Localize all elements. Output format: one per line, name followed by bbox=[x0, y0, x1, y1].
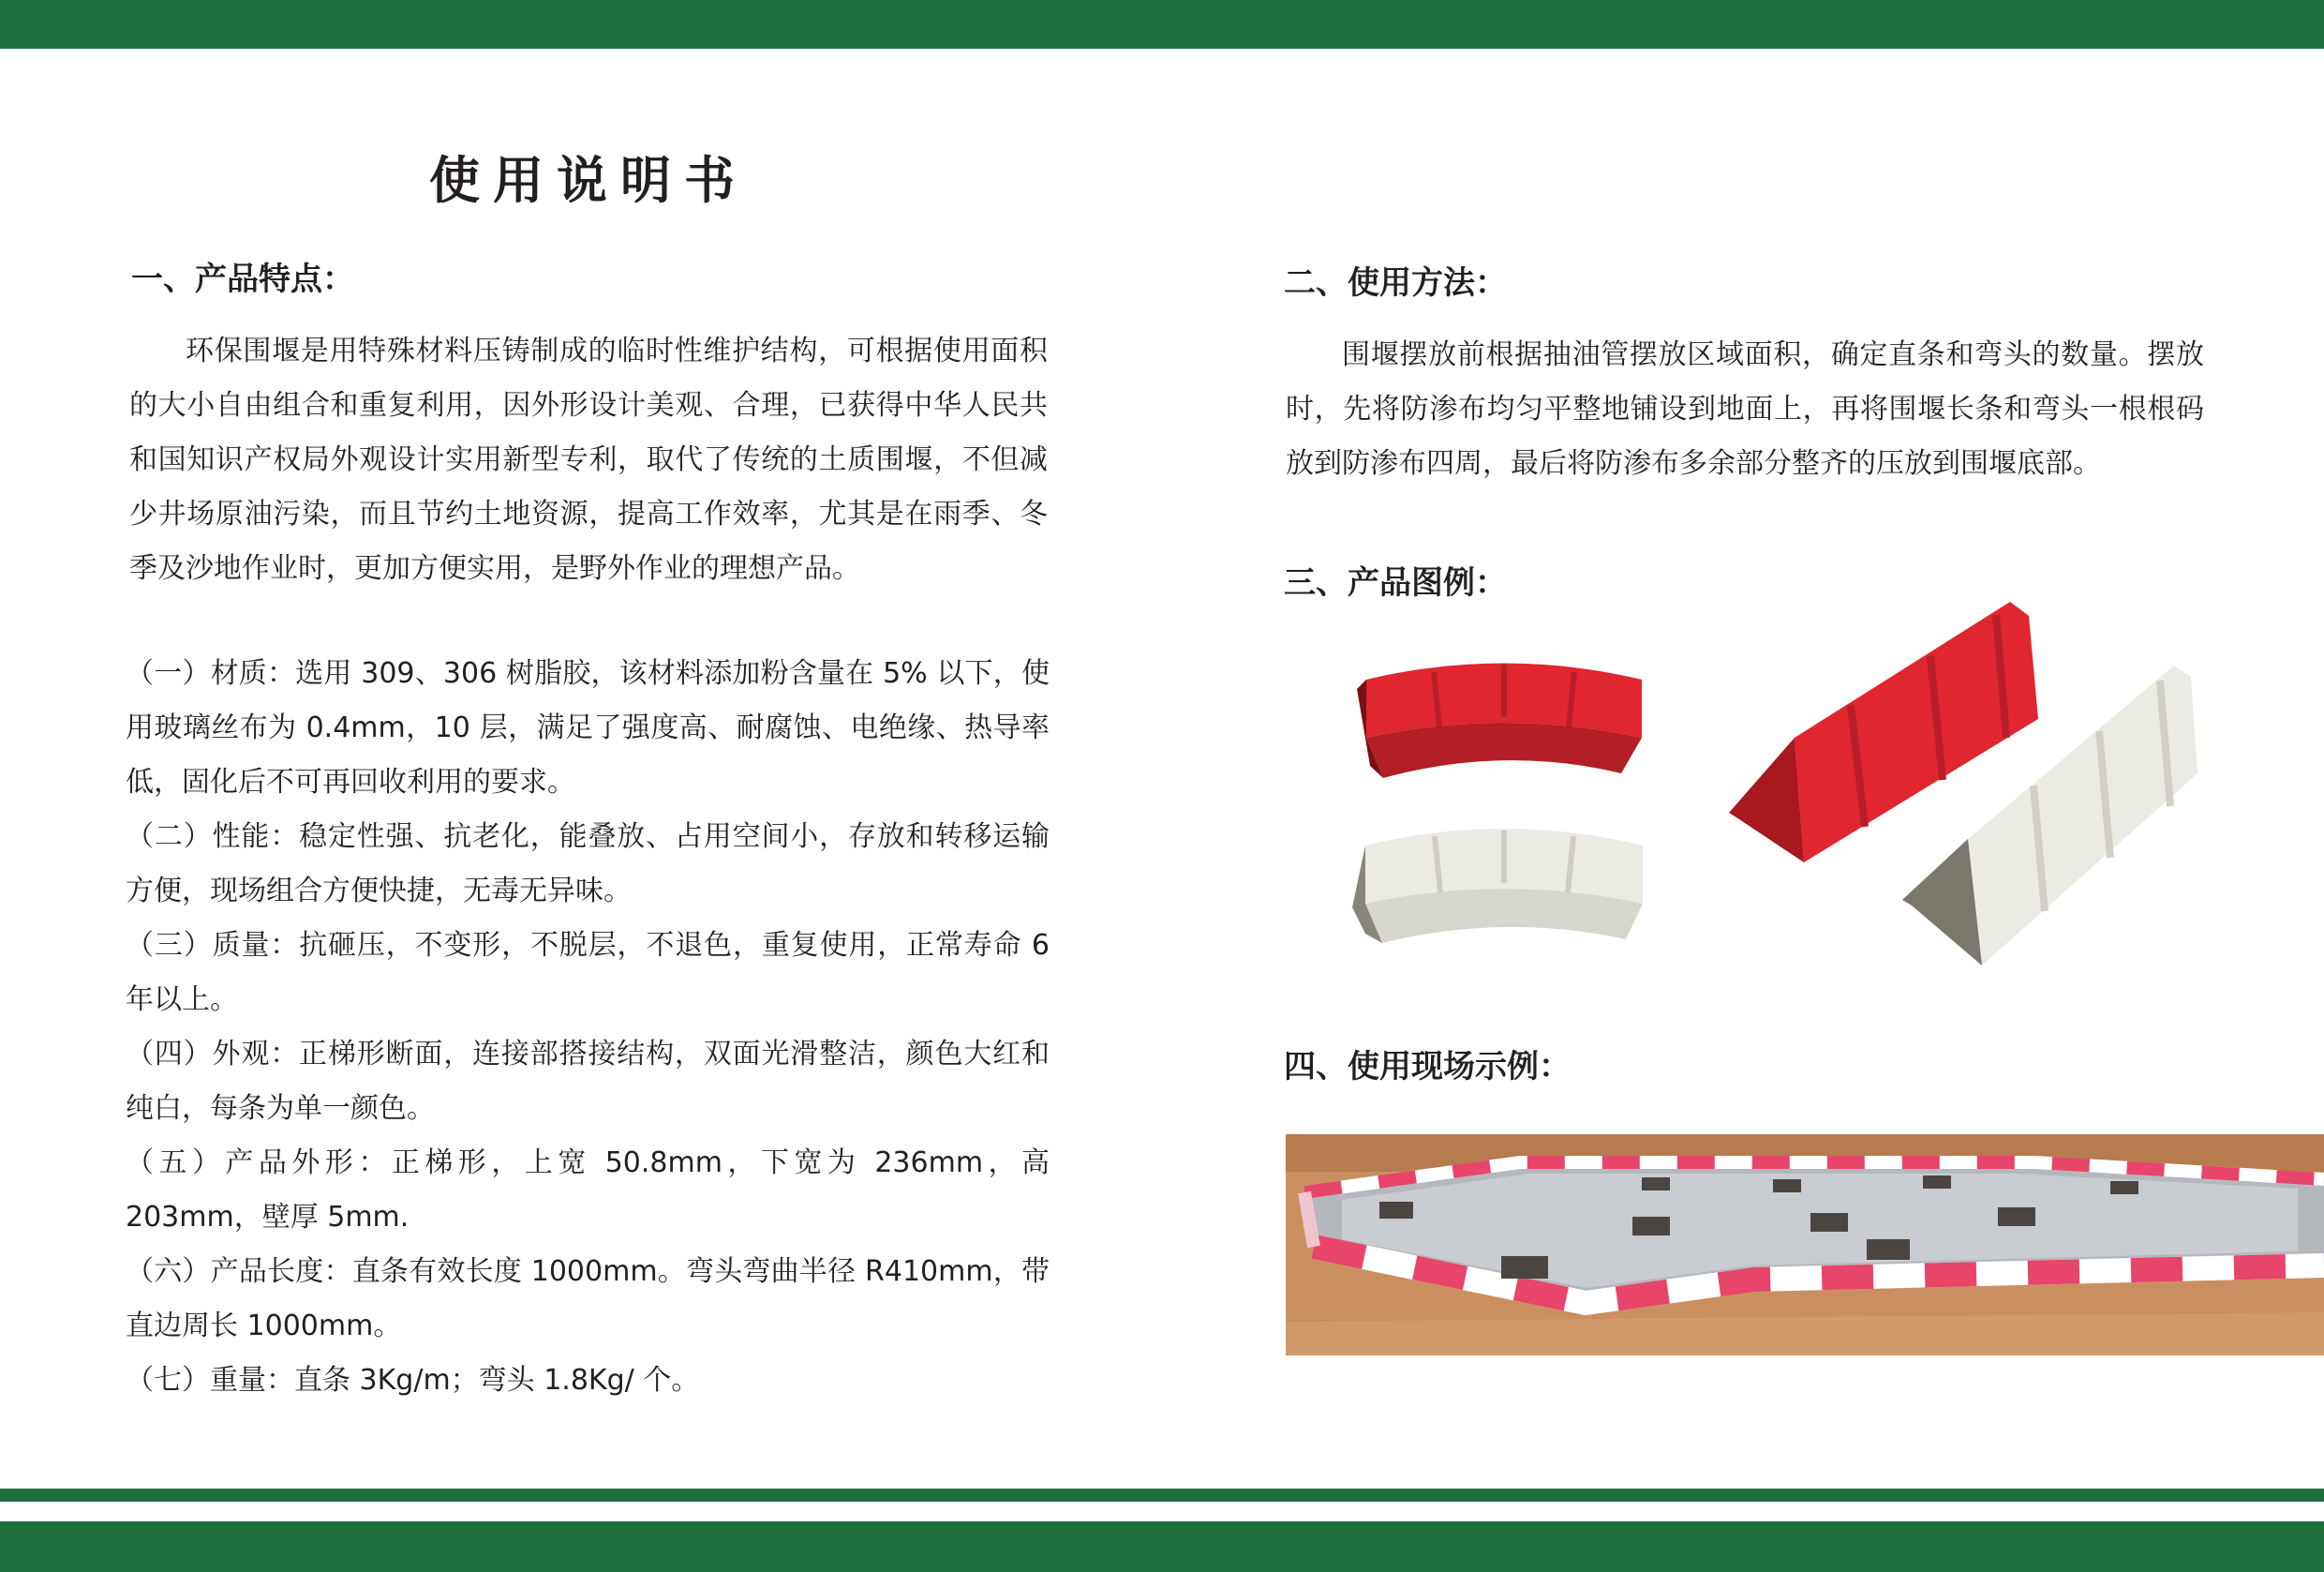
white-curved-segment-picture bbox=[1345, 816, 1663, 947]
spec-list bbox=[126, 647, 1050, 1408]
bottom-green-stripe bbox=[0, 1489, 2324, 1502]
spec-item-appearance: （四）外观：正梯形断面，连接部搭接结构，双面光滑整洁，颜色大红和纯白，每条为单一颜色。 bbox=[126, 1038, 1050, 1125]
features-intro-paragraph: 环保围堰是用特殊材料压铸制成的临时性维护结构，可根据使用面积的大小自由组合和重复利用，因外形设计美观、合理，已获得中华人民共和国知识产权局外观设计实用新型专利，取代了传统的土质围堰，不但减少井场原油污染，而且节约土地资源，提高工作效率，尤其是在雨季、冬季及沙地作业时，更加方便实用，是野外作业的理想产品。 bbox=[129, 335, 1048, 585]
section-heading-product-illustrations: 三、产品图例： bbox=[1284, 564, 1507, 602]
white-straight-segment-picture bbox=[1902, 666, 2197, 966]
usage-site-photo bbox=[1286, 1134, 2324, 1355]
usage-method-paragraph: 围堰摆放前根据抽油管摆放区域面积，确定直条和弯头的数量。摆放时，先将防渗布均匀平整地铺设到地面上，再将围堰长条和弯头一根根码放到防渗布四周，最后将防渗布多余部分整齐的压放到围堰底部。 bbox=[1286, 338, 2204, 480]
top-green-band bbox=[0, 0, 2324, 49]
spec-item-quality: （三）质量：抗砸压，不变形，不脱层，不退色，重复使用，正常寿命 6 年以上。 bbox=[126, 929, 1050, 1016]
spec-item-weight: （七）重量：直条 3Kg/m；弯头 1.8Kg/ 个。 bbox=[126, 1364, 700, 1397]
section-heading-site-examples: 四、使用现场示例： bbox=[1284, 1048, 1571, 1085]
section-heading-product-features: 一、产品特点： bbox=[131, 261, 354, 298]
document-title: 使用说明书 bbox=[429, 150, 748, 210]
spec-item-material: （一）材质：选用 309、306 树脂胶，该材料添加粉含量在 5% 以下，使用玻璃丝布为 0.4mm，10 层，满足了强度高、耐腐蚀、电绝缘、热导率低，固化后不可再回收利用的要求。 bbox=[126, 657, 1050, 799]
spec-item-length: （六）产品长度：直条有效长度 1000mm。弯头弯曲半径 R410mm，带直边周长 1000mm。 bbox=[126, 1255, 1050, 1342]
section-heading-usage-method: 二、使用方法： bbox=[1284, 264, 1507, 302]
bottom-green-band bbox=[0, 1521, 2324, 1572]
spec-item-shape: （五）产品外形：正梯形，上宽 50.8mm，下宽为 236mm，高 203mm，壁厚 5mm. bbox=[126, 1146, 1050, 1234]
spec-item-performance: （二）性能：稳定性强、抗老化，能叠放、占用空间小，存放和转移运输方便，现场组合方便快捷，无毒无异味。 bbox=[126, 820, 1050, 907]
red-curved-segment-picture bbox=[1349, 651, 1659, 783]
